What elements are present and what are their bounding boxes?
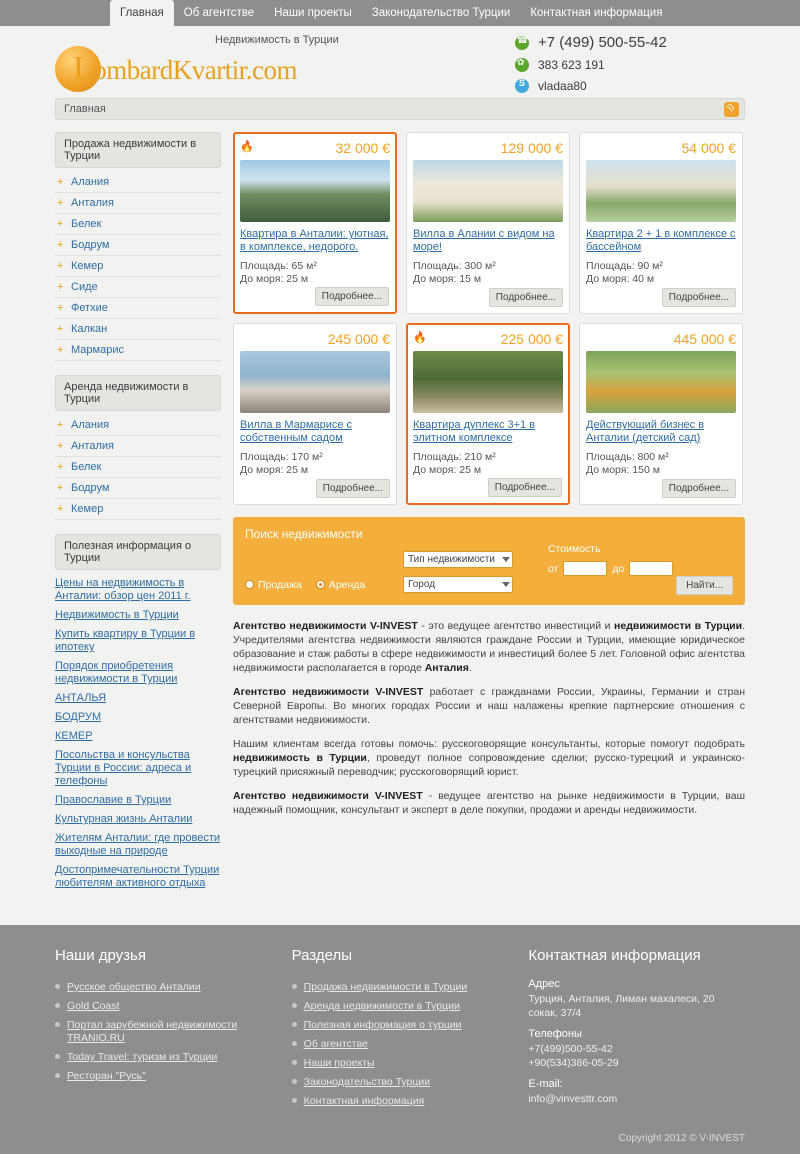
listing-price: 225 000 €	[500, 331, 563, 347]
sidebar-rent-list	[55, 415, 221, 520]
about-span: работает с гражданами России, Украины, Германии и стран Северной Европы. Во многих городах России и наш налажены крепкие партнерские отношения с агентствами недвижимости.	[233, 686, 745, 726]
radio-dot-sale[interactable]	[245, 580, 254, 589]
nav-tab-home[interactable]: Главная	[110, 0, 174, 26]
sidebar-link[interactable]: Анталия	[71, 440, 114, 452]
radio-sale[interactable]	[245, 579, 302, 591]
about-bold: Агентство недвижимости V-INVEST	[233, 620, 418, 632]
about-bold: Агентство недвижимости V-INVEST	[233, 790, 423, 802]
footer-section-item[interactable]	[292, 997, 509, 1016]
page-sheet	[0, 26, 800, 1154]
nav-tab-projects[interactable]: Наши проекты	[274, 7, 352, 19]
area-value: 170 м²	[291, 451, 323, 463]
listing-price: 32 000 €	[335, 140, 390, 156]
sea-label: До моря:	[240, 273, 284, 285]
listing-area	[240, 451, 390, 464]
listing-area	[413, 451, 563, 464]
sidebar-item-sale-belek[interactable]	[55, 214, 221, 235]
skype-icon	[515, 79, 529, 93]
sidebar-item-sale-bodrum[interactable]	[55, 235, 221, 256]
sea-label: До моря:	[413, 464, 457, 476]
area-label: Площадь:	[586, 451, 635, 463]
info-item[interactable]	[55, 829, 221, 861]
info-item[interactable]	[55, 625, 221, 657]
search-title: Поиск недвижимости	[245, 527, 363, 541]
sidebar-sale-title: Продажа недвижимости в Турции	[55, 132, 221, 168]
listings-grid	[233, 132, 745, 505]
cost-label: Стоимость	[548, 543, 601, 555]
plus-icon: +	[57, 302, 64, 314]
footer-sections-title: Разделы	[291, 947, 353, 964]
footer-address-value: Турция, Анталия, Лиман махалеси, 20 сокак, 37/4	[528, 993, 715, 1019]
footer-link[interactable]: Наши проекты	[303, 1057, 375, 1069]
about-bold: недвижимость в Турции	[233, 752, 367, 764]
info-link[interactable]: Жителям Анталии: где провести выходные на природе	[55, 832, 221, 857]
site-slogan: Недвижимость в Турции	[215, 34, 339, 46]
footer-friend-item[interactable]	[55, 1067, 272, 1086]
contact-skype-row	[515, 79, 745, 93]
listing-more-button[interactable]: Подробнее...	[316, 479, 390, 498]
footer-link[interactable]: Продажа недвижимости в Турции	[303, 981, 468, 993]
breadcrumb	[55, 98, 745, 120]
plus-icon: +	[57, 176, 64, 188]
footer-email-value[interactable]: info@vinvesttr.com	[528, 1093, 618, 1105]
plus-icon: +	[57, 218, 64, 230]
info-item[interactable]	[55, 606, 221, 625]
info-link[interactable]: Посольства и консульства Турции в России: адреса и телефоны	[55, 749, 192, 787]
listing-sea	[586, 273, 736, 286]
contact-phone-value: +7 (499) 500-55-42	[538, 34, 667, 51]
listing-area	[586, 451, 736, 464]
radio-sale-label: Продажа	[258, 578, 302, 591]
area-value: 800 м²	[637, 451, 669, 463]
sidebar-link[interactable]: Алания	[71, 419, 110, 431]
about-span: Нашим клиентам всегда готовы помочь: русскоговорящие консультанты, которые помогут подобрать	[233, 738, 745, 750]
sidebar-link[interactable]: Кемер	[71, 503, 104, 515]
area-label: Площадь:	[586, 260, 635, 272]
listing-price: 129 000 €	[500, 140, 563, 156]
nav-tab-about[interactable]: Об агентстве	[183, 7, 255, 19]
radio-rent-label: Аренда	[328, 578, 366, 591]
area-label: Площадь:	[240, 260, 289, 272]
info-item[interactable]	[55, 727, 221, 746]
plus-icon: +	[57, 344, 64, 356]
sidebar-item-sale-kalkan[interactable]	[55, 319, 221, 340]
listing-card[interactable]	[579, 323, 743, 505]
footer-link[interactable]: Ресторан "Русь"	[67, 1070, 146, 1082]
area-value: 300 м²	[464, 260, 496, 272]
footer-contacts	[528, 947, 745, 1111]
listing-card[interactable]	[406, 132, 570, 314]
about-span: , проведут полное сопровождение сделки; русско-турецкий и украинско-турецкий присяжный переводчик; русскоговорящий юрист.	[233, 752, 745, 778]
info-link[interactable]: БОДРУМ	[55, 711, 102, 723]
sidebar-item-rent-antalya[interactable]	[55, 436, 221, 457]
sea-value: 25 м	[286, 464, 309, 476]
listing-card[interactable]	[233, 132, 397, 314]
sidebar-item-rent-bodrum[interactable]	[55, 478, 221, 499]
listing-title[interactable]: Квартира дуплекс 3+1 в элитном комплексе	[413, 419, 536, 444]
area-value: 65 м²	[291, 260, 317, 272]
footer-section-item[interactable]	[292, 978, 509, 997]
hot-flame-icon	[240, 141, 252, 155]
footer-friends	[55, 947, 272, 1111]
nav-tab-legislation[interactable]: Законодательство Турции	[371, 7, 511, 19]
listing-title[interactable]: Вилла в Мармарисе с собственным садом	[240, 419, 353, 444]
plus-icon: +	[57, 503, 64, 515]
info-item[interactable]	[55, 791, 221, 810]
property-type-value: Тип недвижимости	[408, 554, 495, 565]
sidebar-item-sale-kemer[interactable]	[55, 256, 221, 277]
sidebar-info-title: Полезная информация о Турции	[55, 534, 221, 570]
info-link[interactable]: Цены на недвижимость в Анталии: обзор цен 2011 г.	[55, 577, 191, 602]
main-navigation	[0, 0, 800, 26]
footer-link[interactable]: Контактная информация	[303, 1095, 425, 1107]
about-paragraph-2	[233, 685, 745, 727]
sidebar-link[interactable]: Фетхие	[71, 302, 108, 314]
info-link[interactable]: Достопримечательности Турции любителям активного отдыха	[55, 864, 220, 889]
about-bold: Анталия	[424, 662, 469, 674]
footer-section-item[interactable]	[292, 1035, 509, 1054]
footer-link[interactable]: Today Travel: туризм из Турции	[67, 1051, 218, 1063]
breadcrumb-current: Главная	[64, 103, 106, 115]
footer-address-label: Адрес	[528, 978, 560, 990]
sidebar-link[interactable]: Белек	[71, 461, 102, 473]
about-span: . Учредителями агентства недвижимости являются граждане России и Турции, имеющие юридическое образование и стаж работы в сфере недвижимости и инвестиций более 5 лет. Головной офис агентства недвижимости располагается в городе	[233, 620, 746, 674]
sidebar-link[interactable]: Мармарис	[71, 344, 124, 356]
sidebar-info-list	[55, 574, 221, 893]
plus-icon: +	[57, 239, 64, 251]
contact-icq-row	[515, 58, 745, 72]
listing-sea	[413, 273, 563, 286]
about-span: .	[468, 662, 472, 674]
about-bold: Агентство недвижимости V-INVEST	[233, 686, 424, 698]
sea-value: 150 м	[632, 464, 660, 476]
listing-sea	[240, 464, 390, 477]
listing-thumbnail[interactable]	[413, 160, 563, 222]
listing-more-button[interactable]: Подробнее...	[315, 287, 389, 306]
sea-label: До моря:	[586, 273, 630, 285]
footer-friend-item[interactable]	[55, 997, 272, 1016]
info-link[interactable]: Культурная жизнь Анталии	[55, 813, 193, 825]
footer-link[interactable]: Законодательство Турции	[303, 1076, 431, 1088]
listing-thumbnail[interactable]	[586, 351, 736, 413]
sidebar-item-sale-alanya[interactable]	[55, 172, 221, 193]
cost-to-input[interactable]	[629, 561, 673, 576]
listing-sea	[586, 464, 736, 477]
footer-link[interactable]: Gold Coast	[67, 1000, 120, 1012]
listing-price: 245 000 €	[327, 331, 390, 347]
listing-thumbnail[interactable]	[240, 351, 390, 413]
listing-card[interactable]	[406, 323, 570, 505]
sidebar-rent-title: Аренда недвижимости в Турции	[55, 375, 221, 411]
footer-link[interactable]: Русское общество Анталии	[67, 981, 201, 993]
area-label: Площадь:	[240, 451, 289, 463]
listing-title[interactable]: Действующий бизнес в Анталии (детский сад)	[586, 419, 705, 444]
info-link[interactable]: КЕМЕР	[55, 730, 93, 742]
footer-section-item[interactable]	[292, 1016, 509, 1035]
plus-icon: +	[57, 482, 64, 494]
plus-icon: +	[57, 323, 64, 335]
footer-sections	[292, 947, 509, 1111]
about-text	[233, 619, 745, 817]
sidebar-item-rent-alanya[interactable]	[55, 415, 221, 436]
listing-price: 54 000 €	[681, 140, 736, 156]
header-contacts	[515, 34, 745, 100]
listing-sea	[413, 464, 563, 477]
search-submit-button[interactable]: Найти...	[676, 576, 733, 595]
sea-label: До моря:	[586, 464, 630, 476]
sidebar-link[interactable]: Бодрум	[71, 239, 110, 251]
about-paragraph-1	[233, 619, 745, 675]
main-content	[233, 132, 745, 827]
footer-section-item[interactable]	[292, 1092, 509, 1111]
listing-sea	[240, 273, 390, 286]
sidebar-link[interactable]: Бодрум	[71, 482, 110, 494]
plus-icon: +	[57, 260, 64, 272]
footer-email-label: E-mail:	[528, 1078, 563, 1090]
cost-from-label: от	[548, 562, 559, 575]
info-item[interactable]	[55, 657, 221, 689]
sidebar-item-sale-fethiye[interactable]	[55, 298, 221, 319]
contact-phone-row	[515, 34, 745, 51]
listing-more-button[interactable]: Подробнее...	[662, 288, 736, 307]
info-link[interactable]: АНТАЛЬЯ	[55, 692, 107, 704]
city-value: Город	[408, 579, 436, 590]
footer-link[interactable]: Полезная информация о турции	[303, 1019, 462, 1031]
chevron-down-icon	[502, 557, 510, 562]
sidebar-link[interactable]: Калкан	[71, 323, 108, 335]
footer-phones-label: Телефоны	[528, 1028, 582, 1040]
logo-rest: ombardKvartir.com	[93, 55, 297, 85]
plus-icon: +	[57, 440, 64, 452]
info-item[interactable]	[55, 861, 221, 893]
property-type-select[interactable]	[403, 551, 513, 568]
sidebar-item-sale-side[interactable]	[55, 277, 221, 298]
listing-title[interactable]: Квартира 2 + 1 в комплексе с бассейном	[586, 228, 736, 253]
cost-to-label: до	[612, 562, 625, 575]
info-link[interactable]: Купить квартиру в Турции в ипотеку	[55, 628, 196, 653]
footer-friend-item[interactable]	[55, 1048, 272, 1067]
hot-flame-icon	[413, 332, 425, 346]
about-paragraph-3	[233, 737, 745, 779]
cost-filter	[548, 543, 733, 576]
plus-icon: +	[57, 281, 64, 293]
sidebar-link[interactable]: Сиде	[71, 281, 98, 293]
area-label: Площадь:	[413, 451, 462, 463]
listing-title[interactable]: Квартира в Анталии: уютная, в комплексе, недорого.	[240, 228, 389, 253]
nav-tab-contacts[interactable]: Контактная информация	[530, 7, 663, 19]
listing-more-button[interactable]: Подробнее...	[489, 288, 563, 307]
footer-friends-title: Наши друзья	[55, 947, 146, 964]
about-bold: недвижимости в Турции	[614, 620, 743, 632]
logo-cap: L	[73, 50, 94, 87]
footer-friend-item[interactable]	[55, 1016, 272, 1048]
listing-thumbnail[interactable]	[240, 160, 390, 222]
footer-section-item[interactable]	[292, 1054, 509, 1073]
info-item[interactable]	[55, 810, 221, 829]
phone-icon	[515, 36, 529, 50]
listing-area	[586, 260, 736, 273]
plus-icon: +	[57, 419, 64, 431]
sea-label: До моря:	[413, 273, 457, 285]
sidebar-link[interactable]: Алания	[71, 176, 110, 188]
plus-icon: +	[57, 197, 64, 209]
radio-dot-rent[interactable]	[316, 580, 325, 589]
about-span: - это ведущее агентство инвестиций и	[417, 620, 615, 632]
sidebar-item-sale-antalya[interactable]	[55, 193, 221, 214]
sidebar-link[interactable]: Белек	[71, 218, 102, 230]
logo-text	[73, 50, 297, 88]
listing-more-button[interactable]: Подробнее...	[662, 479, 736, 498]
sea-value: 15 м	[459, 273, 482, 285]
contact-icq-value: 383 623 191	[538, 58, 605, 72]
property-search-panel	[233, 517, 745, 605]
site-header	[55, 26, 745, 98]
footer-link[interactable]: Портал зарубежной недвижимости TRANIO.RU	[67, 1019, 238, 1044]
listing-price: 445 000 €	[673, 331, 736, 347]
listing-area	[240, 260, 390, 273]
footer-friend-item[interactable]	[55, 978, 272, 997]
contact-skype-value: vladaa80	[538, 79, 587, 93]
plus-icon: +	[57, 461, 64, 473]
listing-more-button[interactable]: Подробнее...	[488, 478, 562, 497]
footer-link[interactable]: Об агентстве	[303, 1038, 368, 1050]
about-span: - ведущее агентство на рынке недвижимости в Турции, ваш надежный помощник, консультант и эксперт в деле покупки, продажи и аренды недвижимости.	[233, 790, 745, 816]
sidebar	[55, 132, 221, 893]
sidebar-item-rent-kemer[interactable]	[55, 499, 221, 520]
footer-link[interactable]: Аренда недвижимости в Турции	[303, 1000, 460, 1012]
info-item[interactable]	[55, 689, 221, 708]
area-value: 210 м²	[464, 451, 496, 463]
cost-from-input[interactable]	[563, 561, 607, 576]
about-paragraph-4	[233, 789, 745, 817]
listing-thumbnail[interactable]	[586, 160, 736, 222]
footer-phones-value: +7(499)500-55-42 +90(534)386-05-29	[528, 1043, 619, 1069]
info-link[interactable]: Недвижимость в Турции	[55, 609, 179, 621]
info-item[interactable]	[55, 708, 221, 727]
listing-title[interactable]: Вилла в Алании с видом на море!	[413, 228, 555, 253]
sidebar-item-sale-marmaris[interactable]	[55, 340, 221, 361]
sea-label: До моря:	[240, 464, 284, 476]
site-footer	[0, 925, 800, 1154]
info-link[interactable]: Православие в Турции	[55, 794, 172, 806]
sea-value: 25 м	[286, 273, 309, 285]
area-label: Площадь:	[413, 260, 462, 272]
sea-value: 40 м	[632, 273, 655, 285]
listing-area	[413, 260, 563, 273]
radio-rent[interactable]	[316, 579, 365, 591]
info-item[interactable]	[55, 746, 221, 791]
deal-type-radios	[245, 579, 393, 591]
footer-section-item[interactable]	[292, 1073, 509, 1092]
area-value: 90 м²	[637, 260, 663, 272]
info-item[interactable]	[55, 574, 221, 606]
icq-icon	[515, 58, 529, 72]
search-row-city	[245, 576, 733, 593]
chevron-down-icon	[502, 582, 510, 587]
rss-icon[interactable]	[724, 102, 739, 117]
copyright: Copyright 2012 © V-INVEST	[618, 1133, 745, 1144]
listing-thumbnail[interactable]	[413, 351, 563, 413]
sea-value: 25 м	[459, 464, 482, 476]
city-select[interactable]	[403, 576, 513, 593]
listing-card[interactable]	[233, 323, 397, 505]
listing-card[interactable]	[579, 132, 743, 314]
sidebar-link[interactable]: Анталия	[71, 197, 114, 209]
info-link[interactable]: Порядок приобретения недвижимости в Турции	[55, 660, 178, 685]
sidebar-sale-list	[55, 172, 221, 361]
sidebar-link[interactable]: Кемер	[71, 260, 104, 272]
sidebar-item-rent-belek[interactable]	[55, 457, 221, 478]
footer-contacts-title: Контактная информация	[528, 947, 701, 964]
